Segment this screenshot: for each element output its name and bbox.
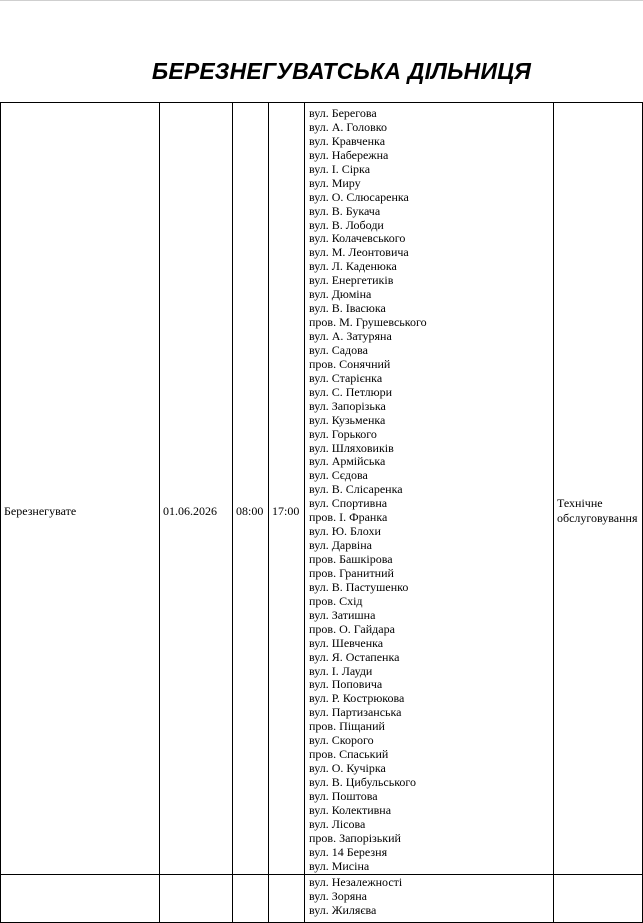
street-item: вул. Кравченка — [309, 133, 386, 148]
street-item: пров. Гранитний — [309, 565, 394, 580]
street-item: вул. В. Цибульського — [309, 775, 417, 789]
schedule-table — [0, 102, 643, 923]
street-item: вул. В. Слісаренка — [309, 482, 403, 497]
street-item: пров. Башкірова — [309, 552, 393, 566]
street-item: вул. А. Затуряна — [309, 329, 392, 343]
street-item: вул. В. Букача — [309, 203, 381, 218]
col-border — [268, 102, 269, 923]
street-item: вул. Старієнка — [309, 370, 383, 385]
street-item: вул. Дарвіна — [309, 538, 372, 553]
street-item: вул. Поповича — [309, 677, 383, 692]
street-item: вул. Жиляєва — [309, 902, 377, 917]
street-item: вул. Лісова — [309, 816, 366, 831]
street-item: пров. Спаський — [309, 747, 389, 762]
street-item: вул. В. Пастушенко — [309, 579, 409, 594]
table-top-border — [0, 102, 643, 103]
street-item: пров. М. Грушевського — [309, 315, 427, 330]
street-item: вул. Ю. Блохи — [309, 524, 381, 539]
street-item: вул. Поштова — [309, 788, 378, 803]
street-item: пров. Сонячний — [309, 356, 391, 371]
street-item: вул. Набережна — [309, 147, 389, 162]
top-rule — [0, 0, 643, 1]
street-item: вул. В. Івасюка — [309, 301, 386, 316]
street-item: вул. Дюміна — [309, 287, 372, 302]
street-list-continued — [309, 876, 402, 918]
street-item: вул. О. Кучірка — [309, 761, 386, 776]
street-item: вул. Незалежності — [309, 875, 403, 889]
col-border — [232, 102, 233, 923]
time-end-cell: 17:00 — [272, 504, 300, 518]
street-item: вул. Садова — [309, 342, 368, 357]
col-border — [304, 102, 305, 923]
street-item: вул. Скорого — [309, 733, 374, 748]
street-item: вул. Берегова — [309, 106, 377, 120]
street-list — [309, 107, 427, 874]
street-item: вул. М. Леонтовича — [309, 245, 409, 260]
street-item: вул. Кузьменка — [309, 412, 386, 427]
street-item: вул. Я. Остапенка — [309, 649, 400, 664]
street-item: вул. Колачевського — [309, 231, 406, 246]
street-item: вул. С. Петлюри — [309, 384, 393, 399]
street-item: вул. А. Головко — [309, 119, 387, 134]
street-item: вул. Енергетиків — [309, 273, 394, 288]
street-item: вул. Колективна — [309, 802, 392, 817]
street-item: вул. Шевченка — [309, 635, 384, 650]
street-item: вул. В. Лободи — [309, 217, 384, 232]
street-item: вул. Спортивна — [309, 496, 388, 511]
street-item: вул. Запорізька — [309, 398, 386, 413]
time-start-cell: 08:00 — [236, 504, 264, 518]
street-item: вул. 14 Березня — [309, 844, 388, 859]
col-border — [159, 102, 160, 923]
street-item: вул. Л. Каденюка — [309, 259, 397, 274]
street-item: вул. Шляховиків — [309, 440, 394, 455]
street-item: пров. Піщаний — [309, 719, 385, 734]
street-item: вул. І. Лауди — [309, 663, 373, 678]
settlement-cell: Березнегувате — [4, 504, 77, 518]
street-item: вул. Партизанська — [309, 705, 402, 720]
street-item: пров. І. Франка — [309, 510, 388, 525]
street-item: пров. Запорізький — [309, 830, 401, 845]
street-item: пров. Схід — [309, 593, 363, 608]
col-border — [0, 102, 1, 923]
page-title: БЕРЕЗНЕГУВАТСЬКА ДІЛЬНИЦЯ — [151, 58, 532, 84]
street-item: вул. Миру — [309, 175, 361, 190]
street-item: вул. Зоряна — [309, 888, 367, 903]
street-item: вул. Р. Кострюкова — [309, 691, 405, 706]
street-item: вул. Мисіна — [309, 858, 370, 873]
street-item: вул. Сєдова — [309, 468, 368, 483]
street-item: вул. О. Слюсаренка — [309, 189, 409, 204]
service-cell: Технічне обслуговування — [557, 496, 638, 525]
street-item: вул. І. Сірка — [309, 161, 371, 176]
date-cell: 01.06.2026 — [163, 504, 217, 518]
street-item: вул. Затишна — [309, 607, 376, 622]
street-item: вул. Горького — [309, 426, 377, 441]
street-item: пров. О. Гайдара — [309, 621, 395, 636]
street-item: вул. Армійська — [309, 454, 386, 469]
col-border — [553, 102, 554, 923]
